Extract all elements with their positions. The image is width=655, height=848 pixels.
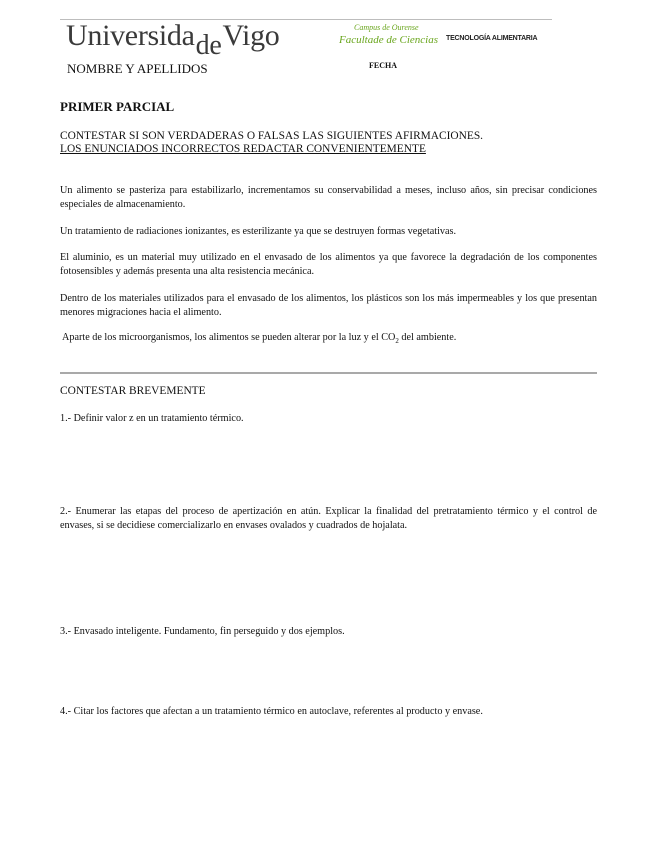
instruction-line-1: CONTESTAR SI SON VERDADERAS O FALSAS LAS SIGUIENTES AFIRMACIONES. — [60, 130, 484, 142]
statement-4: Dentro de los materiales utilizados para el envasado de los alimentos, los plásticos son los más impermeables y los que presentan menores migraciones hacia el alimento. — [60, 293, 597, 318]
statement-2: Un tratamiento de radiaciones ionizantes, es esterilizante ya que se destruyen formas vegetativas. — [60, 226, 457, 237]
statement-1: Un alimento se pasteriza para estabilizarlo, incrementamos su conservabilidad a meses, incluso años, sin precisar condiciones especiales de almacenamiento. — [60, 185, 597, 210]
area-label: TECNOLOGÍA ALIMENTARIA — [446, 35, 538, 42]
instruction-line-2: LOS ENUNCIADOS INCORRECTOS REDACTAR CONVENIENTEMENTE — [60, 143, 426, 155]
exam-title: PRIMER PARCIAL — [60, 99, 175, 114]
section-divider — [60, 372, 597, 374]
campus-label: Campus de Ourense — [354, 23, 419, 32]
logo-text-1: Universida — [66, 19, 195, 52]
statement-5-text: Aparte de los microorganismos, los alimentos se pueden alterar por la luz y el CO — [62, 332, 396, 343]
statement-5-text-end: del ambiente. — [398, 332, 457, 343]
statement-5 — [62, 331, 599, 348]
question-2: 2.- Enumerar las etapas del proceso de apertización en atún. Explicar la finalidad del pretratamiento térmico y el control de envases, si se decidiese comercializarlo en envases ovalados y cuadrados de hojalata. — [60, 506, 597, 531]
statement-5-subscript: 2 — [395, 337, 399, 346]
name-field-label: NOMBRE Y APELLIDOS — [67, 61, 208, 76]
question-1: 1.- Definir valor z en un tratamiento térmico. — [60, 413, 244, 424]
date-field-label: FECHA — [369, 61, 397, 70]
logo-text-de: de — [195, 30, 222, 61]
logo-text-2: Vigo — [222, 19, 280, 52]
question-4: 4.- Citar los factores que afectan a un tratamiento térmico en autoclave, referentes al producto y envase. — [60, 706, 483, 717]
university-logo — [66, 18, 280, 61]
section-title-short-answer: CONTESTAR BREVEMENTE — [60, 385, 206, 397]
faculty-label: Facultade de Ciencias — [339, 34, 438, 46]
question-3: 3.- Envasado inteligente. Fundamento, fin perseguido y dos ejemplos. — [60, 626, 345, 637]
statement-3: El aluminio, es un material muy utilizado en el envasado de los alimentos ya que favorece la degradación de los componentes fotosensibles y además presenta una alta resistencia mecánica. — [60, 252, 597, 277]
